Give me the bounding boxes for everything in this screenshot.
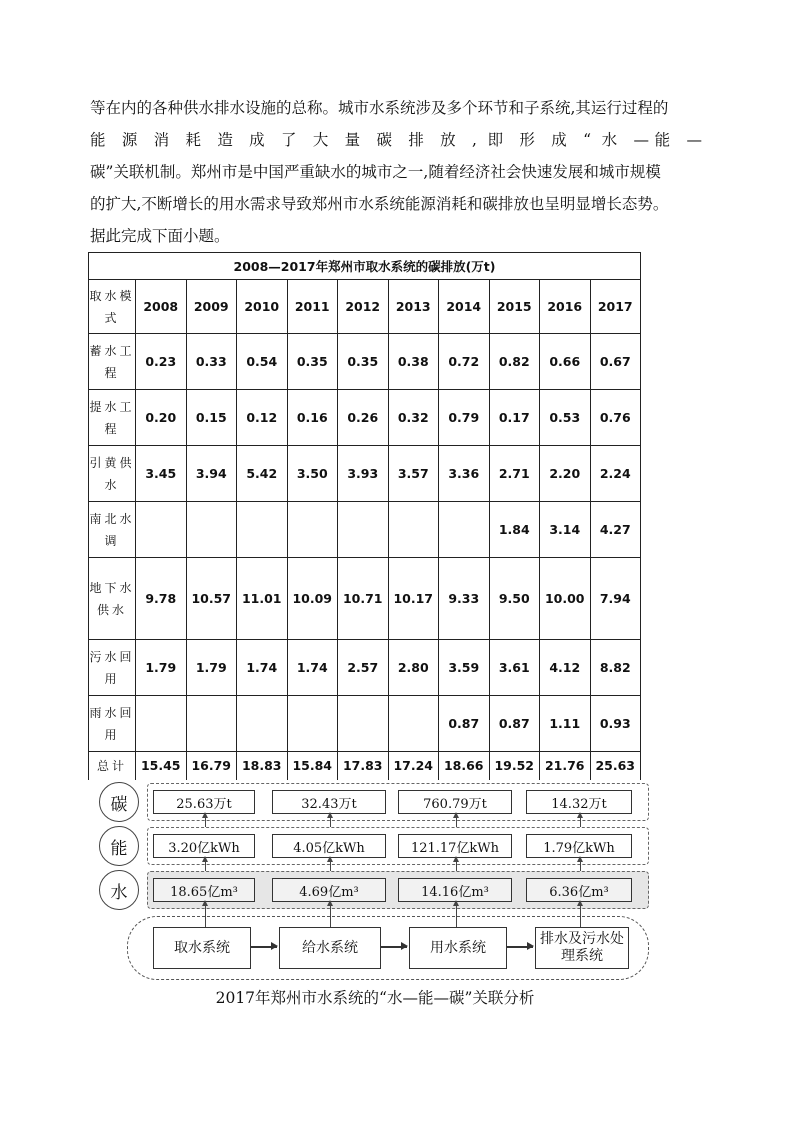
table-cell: 0.17 (489, 390, 540, 446)
table-cell: 3.14 (540, 502, 591, 558)
water-band (147, 871, 649, 909)
carbon-band (147, 783, 649, 821)
paragraph-line: 据此完成下面小题。 (90, 227, 230, 245)
row-label: 蓄水工程 (89, 334, 136, 390)
table-cell: 0.26 (338, 390, 389, 446)
intake-system-box: 取水系统 (153, 927, 251, 969)
table-cell: 0.93 (590, 696, 641, 752)
table-cell: 25.63 (590, 752, 641, 780)
energy-row-label: 能 (99, 826, 139, 866)
table-cell: 0.82 (489, 334, 540, 390)
table-cell: 3.59 (439, 640, 490, 696)
table-cell: 4.12 (540, 640, 591, 696)
header-label: 取水模式 (89, 280, 136, 334)
table-cell: 11.01 (237, 558, 288, 640)
table-cell: 10.71 (338, 558, 389, 640)
table-cell: 0.38 (388, 334, 439, 390)
table-cell: 0.76 (590, 390, 641, 446)
table-cell: 0.35 (287, 334, 338, 390)
table-cell (338, 502, 389, 558)
table-cell: 19.52 (489, 752, 540, 780)
water-row-label: 水 (99, 870, 139, 910)
water-energy-carbon-diagram (95, 776, 655, 1026)
table-cell: 5.42 (237, 446, 288, 502)
table-cell: 3.36 (439, 446, 490, 502)
carbon-emission-table (88, 252, 641, 780)
intro-paragraph (90, 92, 702, 252)
up-arrow-icon (330, 857, 331, 871)
year-header: 2014 (439, 280, 490, 334)
table-cell: 0.54 (237, 334, 288, 390)
right-arrow-icon (251, 946, 277, 948)
table-cell: 0.15 (186, 390, 237, 446)
table-cell (237, 696, 288, 752)
right-arrow-icon (381, 946, 407, 948)
table-cell: 3.93 (338, 446, 389, 502)
table-cell: 3.50 (287, 446, 338, 502)
table-cell (136, 696, 187, 752)
carbon-value: 760.79万t (398, 790, 512, 814)
table-cell: 0.23 (136, 334, 187, 390)
table-cell (388, 696, 439, 752)
energy-value: 1.79亿kWh (526, 834, 632, 858)
year-header: 2010 (237, 280, 288, 334)
supply-system-box: 给水系统 (279, 927, 381, 969)
water-value: 4.69亿m³ (272, 878, 386, 902)
table-cell: 2.80 (388, 640, 439, 696)
table-cell: 16.79 (186, 752, 237, 780)
table-row (89, 640, 641, 696)
carbon-value: 25.63万t (153, 790, 255, 814)
table-cell: 0.53 (540, 390, 591, 446)
table-cell: 1.79 (186, 640, 237, 696)
table-row (89, 558, 641, 640)
water-value: 14.16亿m³ (398, 878, 512, 902)
paragraph-line: 的扩大,不断增长的用水需求导致郑州市水系统能源消耗和碳排放也呈明显增长态势。 (90, 195, 669, 213)
row-label: 提水工程 (89, 390, 136, 446)
table-cell: 4.27 (590, 502, 641, 558)
energy-value: 121.17亿kWh (398, 834, 512, 858)
table-cell: 1.74 (237, 640, 288, 696)
year-header: 2008 (136, 280, 187, 334)
year-header: 2013 (388, 280, 439, 334)
table-cell: 10.09 (287, 558, 338, 640)
table-cell: 2.20 (540, 446, 591, 502)
table-cell: 0.12 (237, 390, 288, 446)
table-cell: 0.16 (287, 390, 338, 446)
up-arrow-icon (205, 857, 206, 871)
table-cell: 1.79 (136, 640, 187, 696)
year-header: 2016 (540, 280, 591, 334)
row-label: 雨水回用 (89, 696, 136, 752)
table-cell: 2.57 (338, 640, 389, 696)
carbon-row-label: 碳 (99, 782, 139, 822)
table-cell: 0.87 (439, 696, 490, 752)
table-caption: 2008—2017年郑州市取水系统的碳排放(万t) (89, 253, 641, 280)
table-cell: 1.74 (287, 640, 338, 696)
table-cell: 0.66 (540, 334, 591, 390)
table-cell (439, 502, 490, 558)
year-header: 2015 (489, 280, 540, 334)
table-cell (186, 502, 237, 558)
right-arrow-icon (507, 946, 533, 948)
water-value: 6.36亿m³ (526, 878, 632, 902)
up-arrow-icon (580, 813, 581, 827)
year-header: 2017 (590, 280, 641, 334)
table-cell: 7.94 (590, 558, 641, 640)
table-cell: 10.57 (186, 558, 237, 640)
table-header-row (89, 280, 641, 334)
table-cell: 17.83 (338, 752, 389, 780)
table-cell (338, 696, 389, 752)
table-cell: 1.84 (489, 502, 540, 558)
carbon-value: 14.32万t (526, 790, 632, 814)
table-cell (237, 502, 288, 558)
table-row (89, 502, 641, 558)
energy-value: 3.20亿kWh (153, 834, 255, 858)
table-cell: 9.33 (439, 558, 490, 640)
table-cell: 9.78 (136, 558, 187, 640)
figure-caption: 2017年郑州市水系统的“水—能—碳”关联分析 (215, 989, 535, 1007)
table-cell: 17.24 (388, 752, 439, 780)
water-value: 18.65亿m³ (153, 878, 255, 902)
table-cell: 10.17 (388, 558, 439, 640)
up-arrow-icon (580, 857, 581, 871)
year-header: 2011 (287, 280, 338, 334)
table-row (89, 446, 641, 502)
table-cell: 0.67 (590, 334, 641, 390)
table-cell: 15.84 (287, 752, 338, 780)
table-cell: 0.20 (136, 390, 187, 446)
table-cell: 0.33 (186, 334, 237, 390)
table-cell: 1.11 (540, 696, 591, 752)
table-cell: 18.66 (439, 752, 490, 780)
paragraph-line: 碳”关联机制。郑州市是中国严重缺水的城市之一,随着经济社会快速发展和城市规模 (90, 163, 661, 181)
drainage-system-box: 排水及污水处理系统 (535, 927, 629, 969)
table-cell (388, 502, 439, 558)
table-cell: 15.45 (136, 752, 187, 780)
table-row (89, 334, 641, 390)
energy-value: 4.05亿kWh (272, 834, 386, 858)
year-header: 2012 (338, 280, 389, 334)
carbon-value: 32.43万t (272, 790, 386, 814)
up-arrow-icon (205, 813, 206, 827)
row-label: 污水回用 (89, 640, 136, 696)
table-cell (136, 502, 187, 558)
use-system-box: 用水系统 (409, 927, 507, 969)
table-cell: 8.82 (590, 640, 641, 696)
table-cell: 3.61 (489, 640, 540, 696)
table-cell: 3.45 (136, 446, 187, 502)
table-cell: 0.35 (338, 334, 389, 390)
paragraph-line: 等在内的各种供水排水设施的总称。城市水系统涉及多个环节和子系统,其运行过程的 (90, 99, 669, 117)
table-cell: 18.83 (237, 752, 288, 780)
row-label: 地下水供水 (89, 558, 136, 640)
table-cell: 0.32 (388, 390, 439, 446)
row-label: 引黄供水 (89, 446, 136, 502)
up-arrow-icon (330, 813, 331, 827)
table-cell: 2.24 (590, 446, 641, 502)
row-label: 总计 (89, 752, 136, 780)
table-cell: 0.79 (439, 390, 490, 446)
table-cell: 9.50 (489, 558, 540, 640)
table-cell: 3.94 (186, 446, 237, 502)
table-cell: 0.72 (439, 334, 490, 390)
table-cell (287, 502, 338, 558)
energy-band (147, 827, 649, 865)
up-arrow-icon (456, 813, 457, 827)
paragraph-line: 能 源 消 耗 造 成 了 大 量 碳 排 放 , 即 形 成 “ 水 —能 — (90, 131, 702, 149)
table-cell (287, 696, 338, 752)
table-cell: 10.00 (540, 558, 591, 640)
year-header: 2009 (186, 280, 237, 334)
table-row (89, 696, 641, 752)
table-cell: 21.76 (540, 752, 591, 780)
up-arrow-icon (456, 857, 457, 871)
table-cell: 2.71 (489, 446, 540, 502)
table-cell (186, 696, 237, 752)
row-label: 南北水调 (89, 502, 136, 558)
table-row (89, 390, 641, 446)
table-cell: 0.87 (489, 696, 540, 752)
table-cell: 3.57 (388, 446, 439, 502)
